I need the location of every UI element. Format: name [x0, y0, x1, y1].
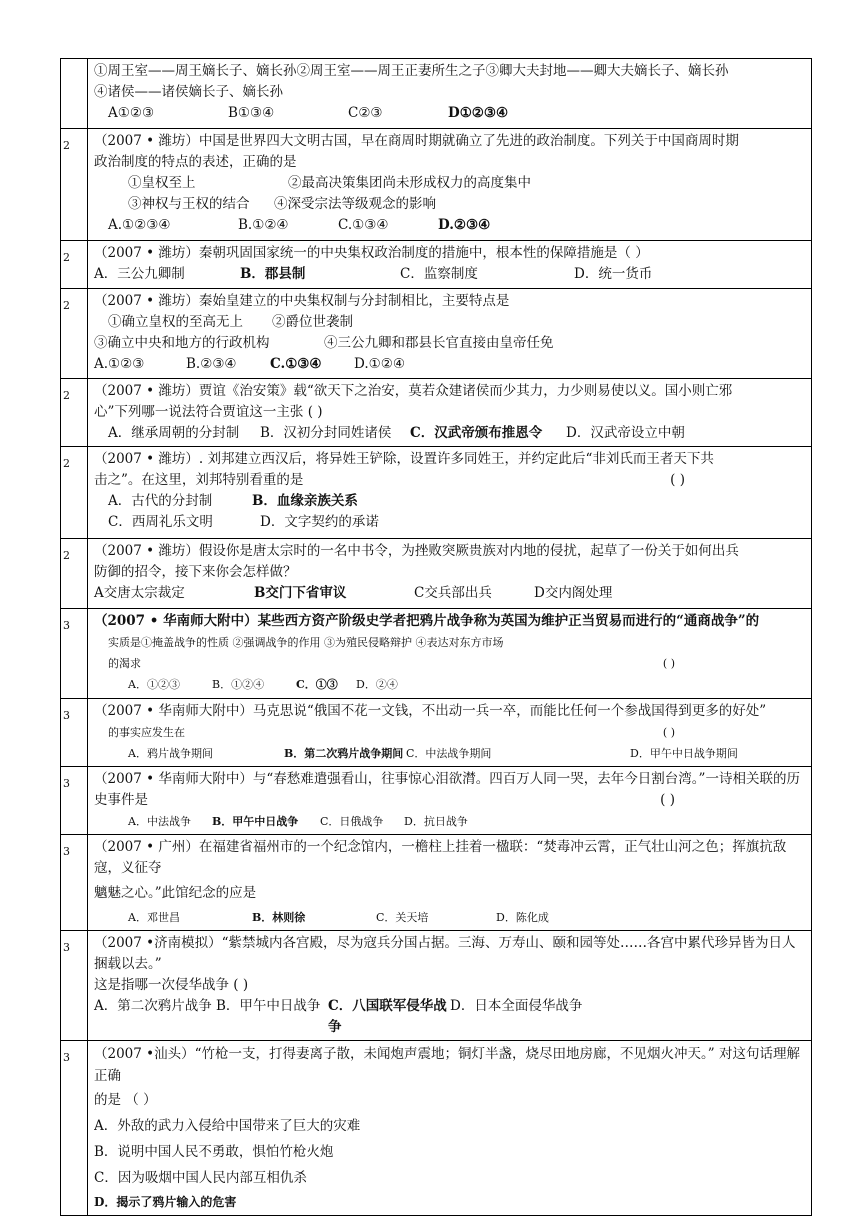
question-text-part: 击之”。在这里，刘邦特别看重的是 [94, 472, 304, 488]
statement-item: ④三公九卿和郡县长官直接由皇帝任免 [324, 335, 554, 351]
option-d: D．文字契约的承诺 [260, 514, 379, 530]
answer-blank: ( ) [670, 472, 685, 488]
option-a: A.①②③ [94, 356, 145, 372]
question-body [88, 129, 812, 241]
question-text: （2007 • 潍坊）秦朝巩固国家统一的中央集权政治制度的措施中，根本性的保障措施是（ ） [94, 245, 649, 261]
statement-item: ①确立皇权的至高无上 [108, 314, 243, 330]
option-b-answer: B．第二次鸦片战争期间 [284, 747, 404, 760]
table-row [61, 129, 812, 241]
table-row [61, 539, 812, 609]
question-text-part: 的渴求 [108, 657, 141, 670]
question-text: （2007 • 潍坊）贾谊《治安策》载“欲天下之治安，莫若众建诸侯而少其力，力少则易使以义。国小则亡邪 [94, 383, 733, 399]
option-b-answer: B．郡县制 [240, 266, 306, 282]
table-row [61, 609, 812, 699]
table-row [61, 241, 812, 289]
answer-options [94, 103, 805, 124]
question-text: 魑魅之心。”此馆纪念的应是 [94, 885, 257, 901]
question-text [94, 470, 805, 491]
table-row [61, 289, 812, 379]
question-number: 2 [61, 289, 88, 379]
statement-item: ②爵位世袭制 [272, 314, 353, 330]
question-text: （2007 • 潍坊）假设你是唐太宗时的一名中书令，为挫败突厥贵族对内地的侵扰，起草了一份关于如何出兵 [94, 543, 739, 559]
answer-options [94, 491, 805, 512]
question-body [88, 1041, 812, 1216]
option-d-answer: D①②③④ [448, 105, 509, 121]
option-a: A．第二次鸦片战争 [94, 998, 212, 1014]
option-c: C．监察制度 [400, 266, 478, 282]
question-text: （2007 • 华南师大附中）马克思说“俄国不花一文钱，不出动一兵一卒，而能比任何一个参战国得到更多的好处” [94, 703, 767, 719]
option-a: A．外敌的武力入侵给中国带来了巨大的灾难 [94, 1118, 361, 1134]
question-body [88, 289, 812, 379]
statement-item: ③确立中央和地方的行政机构 [94, 335, 270, 351]
option-b: B①③④ [228, 105, 275, 121]
question-text [94, 653, 805, 674]
table-row [61, 835, 812, 931]
question-number: 2 [61, 241, 88, 289]
statement-items [94, 333, 805, 354]
statement-item: ④深受宗法等级观念的影响 [274, 196, 436, 212]
option-c-answer: C．①③ [296, 678, 338, 691]
question-text-part: 的事实应发生在 [108, 726, 185, 739]
question-text: （2007 •济南模拟）“紫禁城内各宫殿，尽为寇兵分国占据。三海、万寿山、颐和园等处……各宫中累代珍异皆为日人捆载以去。” [94, 935, 796, 972]
option-d: D．陈化成 [496, 911, 549, 924]
question-text: 的是 （ ） [94, 1092, 157, 1108]
answer-options [94, 743, 805, 764]
option-a: A．①②③ [128, 678, 180, 691]
question-number: 2 [61, 447, 88, 539]
answer-options [94, 512, 805, 533]
option-c: C．中法战争期间 [406, 747, 492, 760]
option-a: A．邓世昌 [128, 911, 180, 924]
option-b: B．汉初分封同姓诸侯 [260, 425, 392, 441]
question-body [88, 835, 812, 931]
question-number: 2 [61, 379, 88, 447]
option-c-answer: C.①③④ [270, 356, 322, 372]
option-d-answer: D.②③④ [438, 217, 491, 233]
option-d: D．②④ [356, 678, 398, 691]
question-text: 这是指哪一次侵华战争 ( ) [94, 977, 249, 993]
option-b-answer: B．林则徐 [252, 911, 306, 924]
option-c: C．关天培 [376, 911, 429, 924]
question-body [88, 241, 812, 289]
question-number: 2 [61, 539, 88, 609]
question-text: 心”下列哪一说法符合贾谊这一主张 ( ) [94, 404, 323, 420]
statement-item: ②最高决策集团尚未形成权力的高度集中 [288, 175, 531, 191]
option-a: A．中法战争 [128, 815, 191, 828]
question-text: ①周王室——周王嫡长子、嫡长孙②周王室——周王正妻所生之子③卿大夫封地——卿大夫嫡长子、嫡长孙 [94, 63, 729, 79]
option-d: D．统一货币 [574, 266, 653, 282]
question-number: 3 [61, 767, 88, 835]
question-text: ④诸侯——诸侯嫡长子、嫡长孙 [94, 84, 283, 100]
question-text: （2007 • 潍坊）. 刘邦建立西汉后，将异姓王铲除，设置许多同姓王，并约定此后“非刘氏而王者天下共 [94, 451, 714, 467]
option-b-answer: B交门下省审议 [254, 585, 347, 601]
question-number: 3 [61, 835, 88, 931]
option-c: C．因为吸烟中国人民内部互相仇杀 [94, 1170, 307, 1186]
option-a: A．古代的分封制 [108, 493, 213, 509]
table-row [61, 1041, 812, 1216]
table-row [61, 699, 812, 767]
question-text: 实质是①掩盖战争的性质 ②强调战争的作用 ③为殖民侵略辩护 ④表达对东方市场 [108, 636, 504, 649]
question-number: 3 [61, 699, 88, 767]
statement-items [94, 312, 805, 333]
question-text [94, 701, 805, 722]
answer-options [94, 907, 805, 928]
option-a: A.①②③④ [108, 217, 171, 233]
option-d-answer: D．揭示了鸦片输入的危害 [94, 1195, 237, 1209]
option-b-answer: B．血缘亲族关系 [252, 493, 358, 509]
option-d: D交内阁处理 [534, 585, 613, 601]
question-number [61, 59, 88, 129]
answer-options [94, 354, 805, 375]
question-number: 3 [61, 609, 88, 699]
question-text: 防御的招令，接下来你会怎样做？ [94, 564, 297, 580]
question-body [88, 379, 812, 447]
question-body [88, 699, 812, 767]
answer-options [94, 996, 805, 1038]
question-number: 3 [61, 1041, 88, 1216]
question-text: 政治制度的特点的表述，正确的是 [94, 154, 297, 170]
question-body [88, 59, 812, 129]
answer-options [94, 423, 805, 444]
question-text [94, 611, 805, 632]
option-d: D.①②④ [354, 356, 405, 372]
statement-item: ③神权与王权的结合 [128, 196, 250, 212]
question-text: （2007 •汕头）“竹枪一支，打得妻离子散，未闻炮声震地；铜灯半盏，烧尽田地房廊，不见烟火冲天。” 对这句话理解正确 [94, 1046, 800, 1084]
table-row [61, 447, 812, 539]
question-text: （2007 • 华南师大附中）某些西方资产阶级史学者把鸦片战争称为英国为维护正当贸易而进行的“通商战争”的 [94, 613, 760, 629]
option-a: A．三公九卿制 [94, 266, 185, 282]
question-body [88, 539, 812, 609]
option-d: D．汉武帝设立中朝 [566, 425, 685, 441]
answer-blank: ( ) [662, 726, 675, 739]
answer-blank: ( ) [662, 657, 675, 670]
option-c: C．日俄战争 [320, 815, 384, 828]
question-body [88, 767, 812, 835]
option-d: D．日本全面侵华战争 [450, 998, 583, 1014]
option-c: C.①③④ [338, 217, 389, 233]
question-text: （2007 • 华南师大附中）与“春愁难遣强看山，往事惊心泪欲潸。四百万人同一哭，去年今日割台湾。”一诗相关联的历史事件是 [94, 771, 800, 808]
option-b: B．甲午中日战争 [216, 998, 321, 1014]
answer-options [94, 215, 805, 236]
question-text: （2007 • 广州）在福建省福州市的一个纪念馆内，一檐柱上挂着一楹联：“焚毒冲云霄，正气壮山河之色；挥旗抗敌寇，义征夺 [94, 839, 787, 876]
option-d: D．抗日战争 [404, 815, 468, 828]
option-b: B．①②④ [212, 678, 265, 691]
question-text: （2007 • 潍坊）中国是世界四大文明古国，早在商周时期就确立了先进的政治制度。下列关于中国商周时期 [94, 133, 739, 149]
option-c: C．西周礼乐文明 [108, 514, 213, 530]
option-c-answer: C．汉武帝颁布推恩令 [410, 425, 543, 441]
option-c: C交兵部出兵 [414, 585, 492, 601]
question-text [94, 722, 805, 743]
table-row [61, 59, 812, 129]
question-text: （2007 • 潍坊）秦始皇建立的中央集权制与分封制相比，主要特点是 [94, 293, 510, 309]
question-number: 2 [61, 129, 88, 241]
statement-items [94, 194, 805, 215]
option-c-answer: C．八国联军侵华战争 [328, 998, 447, 1035]
question-body [88, 447, 812, 539]
answer-options [94, 811, 805, 832]
answer-options [94, 583, 805, 604]
option-b-answer: B．甲午中日战争 [212, 815, 299, 828]
statement-item: ①皇权至上 [128, 175, 196, 191]
option-b: B.②③④ [186, 356, 237, 372]
statement-items [94, 173, 805, 194]
answer-options [94, 264, 805, 285]
table-row [61, 379, 812, 447]
option-a: A．继承周朝的分封制 [108, 425, 240, 441]
question-body [88, 609, 812, 699]
option-b: B.①②④ [238, 217, 289, 233]
option-c: C②③ [348, 105, 383, 121]
option-d: D．甲午中日战争期间 [630, 747, 738, 760]
question-number: 3 [61, 931, 88, 1041]
question-body [88, 931, 812, 1041]
option-b: B．说明中国人民不勇敢，惧怕竹枪火炮 [94, 1144, 334, 1160]
table-row [61, 767, 812, 835]
answer-blank: ( ) [660, 792, 675, 808]
answer-options [94, 674, 805, 695]
table-row [61, 931, 812, 1041]
option-a: A．鸦片战争期间 [128, 747, 213, 760]
option-a: A①②③ [108, 105, 155, 121]
option-a: A交唐太宗裁定 [94, 585, 185, 601]
question-table [60, 58, 812, 1216]
